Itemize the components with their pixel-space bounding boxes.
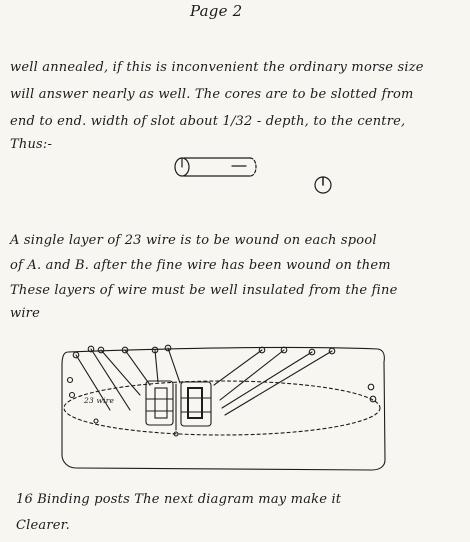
paragraph-2-line-4: wire — [10, 306, 40, 321]
paragraph-2-line-3: These layers of wire must be well insulated from the fine — [10, 283, 398, 298]
paragraph-1-line-2: will answer nearly as well. The cores are to be slotted from — [10, 87, 414, 102]
paragraph-1-line-3: end to end. width of slot about 1/32 - depth, to the centre, — [10, 114, 406, 129]
paragraph-1-line-4: Thus:- — [10, 137, 53, 152]
page-title: Page 2 — [190, 2, 243, 20]
paragraph-3-line-1: 16 Binding posts The next diagram may make it — [16, 492, 342, 507]
paragraph-2-line-2: of A. and B. after the fine wire has been wound on them — [10, 258, 391, 273]
coil-a — [146, 381, 173, 425]
coil-b — [181, 382, 211, 426]
baseboard-outline — [62, 348, 385, 470]
paragraph-3-line-2: Clearer. — [16, 518, 70, 533]
diagram-label: 23 wire — [84, 396, 115, 405]
paragraph-1-line-1: well annealed, if this is inconvenient the ordinary morse size — [10, 60, 424, 75]
paragraph-2-line-1: A single layer of 23 wire is to be wound on each spool — [10, 233, 377, 248]
